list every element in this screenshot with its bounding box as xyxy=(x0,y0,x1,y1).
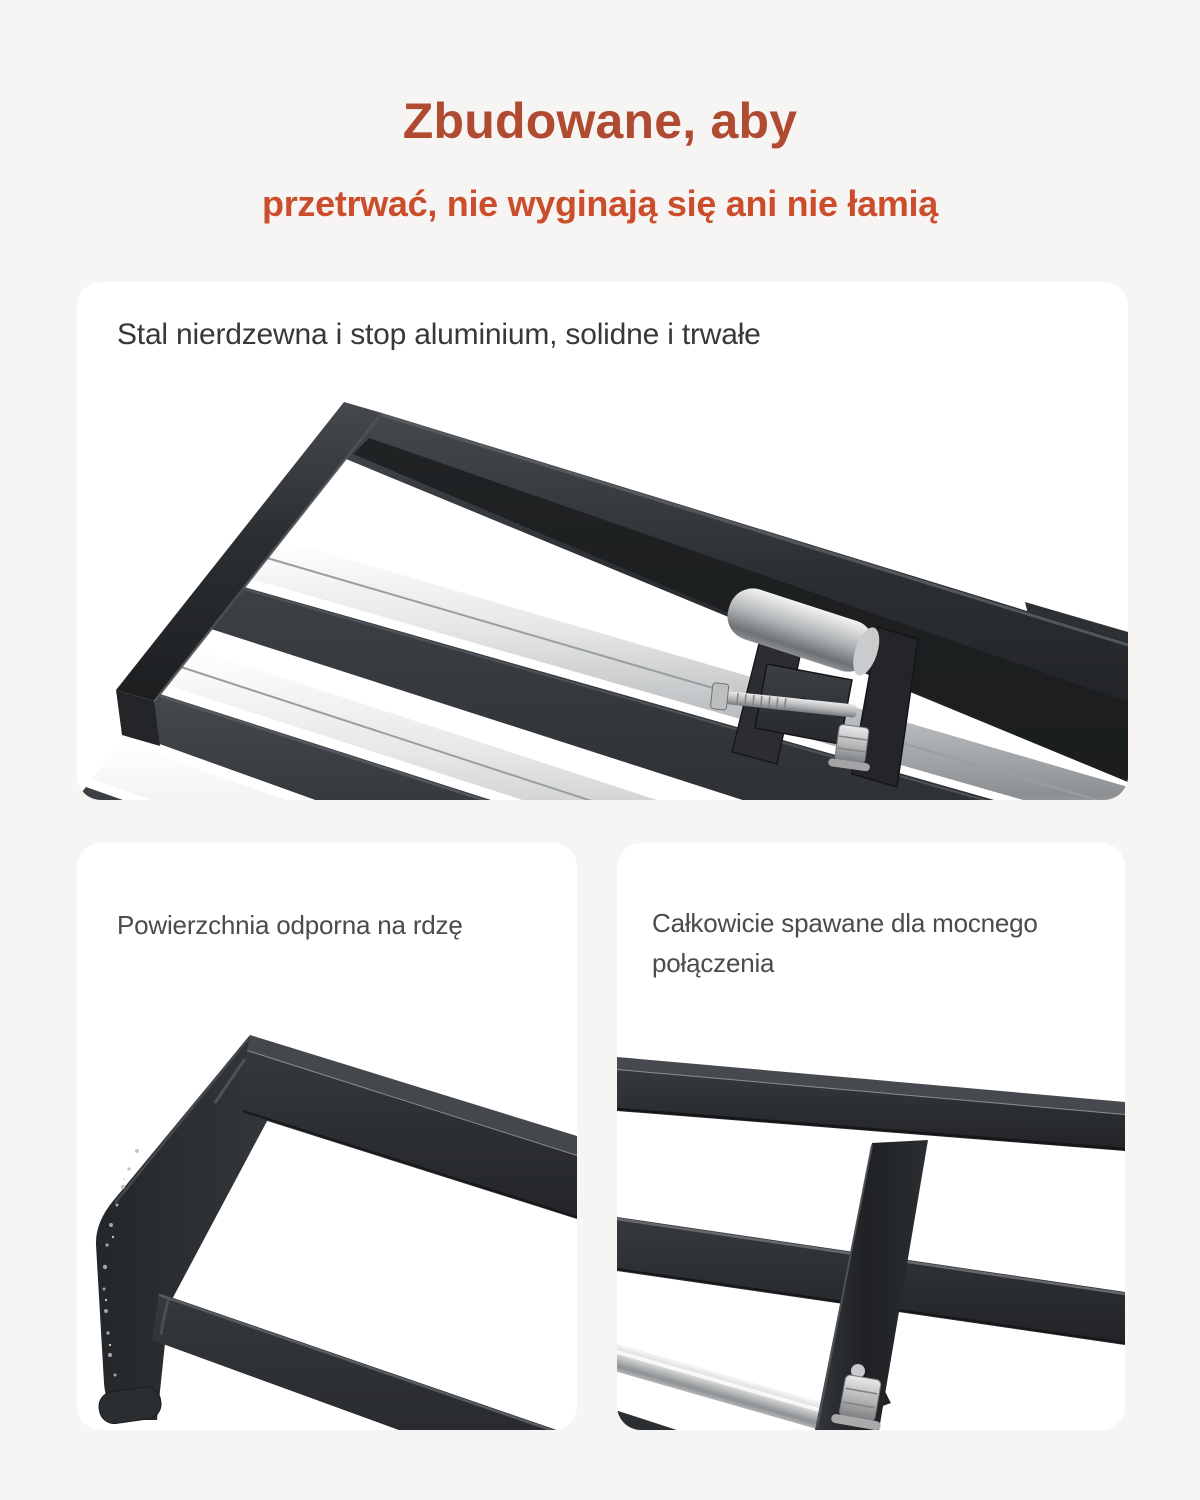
rust-card xyxy=(77,843,577,1430)
rack-frame xyxy=(77,402,1128,800)
weld-detail-photo xyxy=(617,843,1125,1430)
frame-corner xyxy=(96,1035,577,1430)
hero-title-line2: przetrwać, nie wyginają się ani nie łamią xyxy=(262,183,938,224)
material-card xyxy=(77,282,1128,800)
rack-product-photo xyxy=(77,282,1128,800)
rust-detail-photo xyxy=(77,843,577,1430)
material-card-heading: Stal nierdzewna i stop aluminium, solidne i trwałe xyxy=(117,318,761,351)
rust-card-heading: Powierzchnia odporna na rdzę xyxy=(117,910,463,940)
weld-card xyxy=(617,843,1125,1430)
welded-joint xyxy=(617,1057,1125,1430)
weld-card-heading-line1: Całkowicie spawane dla mocnego xyxy=(652,908,1038,938)
hero-title-line1: Zbudowane, aby xyxy=(402,93,798,149)
weld-card-heading-line2: połączenia xyxy=(652,948,775,978)
steel-rod xyxy=(617,1338,842,1430)
